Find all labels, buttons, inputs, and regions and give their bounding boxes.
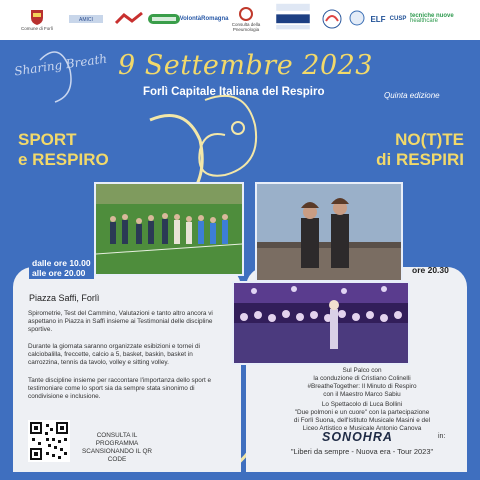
svg-text:AMICI: AMICI [79,17,93,23]
notte-line-5: Lo Spettacolo di Luca Bollini [321,401,403,408]
sports-field-image [96,184,242,274]
sport-section-title [18,130,109,170]
sport-paragraph-1: Spirometrie, Test del Cammino, Valutazioni e tanto altro ancora vi aspettano in Piazza in Saffi insieme ai Testimonial delle discipline sportive. [28,310,213,333]
notte-title-line2: di RESPIRI [376,150,464,169]
notte-line-4: con il Maestro Marco Sabiu [323,391,401,398]
brand-signature: Sharing Breath [13,51,108,79]
sport-time-range [29,257,94,279]
sport-paragraph-3: Tante discipline insieme per raccontare l'importanza dello sport e testimoniare come lo sport sia da sempre stata sinonimo di condivisione e inclusione. [28,377,212,400]
notte-line-8: Liceo Artistico e Musicale Antonio Canova [302,425,422,432]
sport-title-line1: SPORT [18,130,77,149]
band-image [257,184,401,280]
event-subtitle: Forlì Capitale Italiana del Respiro [143,86,325,98]
sport-paragraph-2: Durante la giornata saranno organizzate esibizioni e tornei di calciobalilla, freccette, calcio a 5, basket, baskin, basket in carrozzina, tennis da tavolo, volley e sitting volley. [28,343,200,366]
tecniche-label: tecniche nuove [410,13,454,19]
edition-label: Quinta edizione [384,91,440,100]
notte-line-6: "Due polmoni e un cuore" con la partecipazione [294,409,430,416]
notte-line-1: Sul Palco con [342,367,382,374]
band-photo [255,182,403,282]
qr-caption-line2: SCANSIONANDO IL QR CODE [81,448,153,463]
concert-crowd-photo [232,281,410,365]
concert-image [234,283,408,363]
qr-caption-line1: CONSULTA IL PROGRAMMA [95,432,139,447]
notte-line-3: #BreatheTogether: Il Minuto di Respiro [307,383,417,390]
comune-label: Comune di Forlì [20,25,53,31]
notte-title-line1: NO(T)TE [395,130,464,149]
sport-location: Piazza Saffi, Forlì [29,293,100,303]
volonta-label: VolontàRomagna [179,15,229,22]
notte-line-2: la conduzione di Cristiano Colinelli [313,375,411,382]
notte-section-title [376,130,464,170]
sonohra-band-name: SONOHRA [322,430,393,444]
notte-line-7: di Forlì Suona, dell'Istituto Musicale Masini e del [293,417,431,424]
sport-time-start: dalle ore 10.00 [32,258,91,268]
cusp-label: CUSP [389,15,407,22]
tour-title: "Liberi da sempre - Nuova era - Tour 2023" [290,447,434,456]
qr-caption [77,432,157,464]
sonohra-in-label: in: [438,433,446,440]
notte-time: ore 20.30 [412,265,449,275]
healthcare-label: healthcare [410,18,439,24]
sport-time-end: alle ore 20.00 [32,268,86,278]
sport-title-line2: e RESPIRO [18,150,109,169]
event-date: 9 Settembre 2023 [118,50,373,81]
pneumologia-label: Consulta della Pneumologia [231,22,261,32]
elf-label: ELF [370,14,386,24]
qr-code-icon [28,420,70,462]
sports-field-photo [94,182,244,276]
program-qr-code[interactable] [28,420,70,462]
